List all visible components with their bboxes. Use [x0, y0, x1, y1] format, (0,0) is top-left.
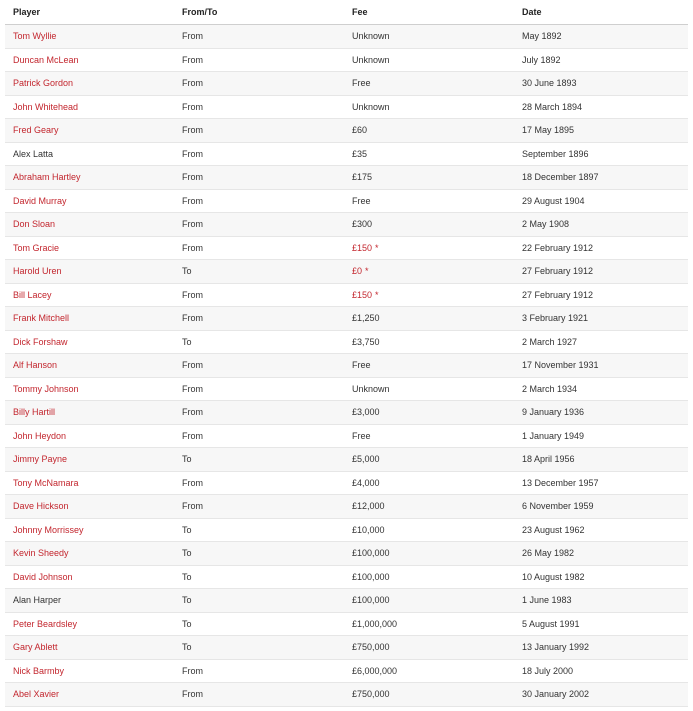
direction-cell: To [174, 330, 344, 354]
player-link[interactable]: Bill Lacey [13, 289, 52, 300]
player-cell [5, 471, 174, 495]
player-cell [5, 565, 174, 589]
date-cell: 17 May 1895 [514, 119, 688, 143]
fee-cell [344, 48, 514, 72]
player-cell [5, 612, 174, 636]
date-cell: 2 March 1927 [514, 330, 688, 354]
player-cell [5, 589, 174, 613]
fee-value: £4,000 [352, 477, 380, 488]
table-row [5, 213, 688, 237]
fee-cell [344, 95, 514, 119]
table-row [5, 471, 688, 495]
direction-cell: To [174, 636, 344, 660]
direction-cell: From [174, 119, 344, 143]
player-cell [5, 354, 174, 378]
fee-cell [344, 565, 514, 589]
transfers-table [5, 0, 688, 707]
column-header-from-to[interactable]: From/To [174, 0, 344, 25]
direction-cell: From [174, 213, 344, 237]
player-cell [5, 260, 174, 284]
date-cell: 18 April 1956 [514, 448, 688, 472]
direction-cell: To [174, 612, 344, 636]
player-link[interactable]: Dave Hickson [13, 501, 69, 512]
date-cell: 28 March 1894 [514, 95, 688, 119]
table-header [5, 0, 688, 25]
direction-cell: From [174, 95, 344, 119]
player-link[interactable]: Gary Ablett [13, 642, 58, 653]
player-link[interactable]: Tom Wyllie [13, 31, 57, 42]
fee-cell [344, 142, 514, 166]
direction-cell: From [174, 424, 344, 448]
direction-cell: From [174, 377, 344, 401]
date-cell: 10 August 1982 [514, 565, 688, 589]
fee-value: Free [352, 195, 371, 206]
player-link[interactable]: Peter Beardsley [13, 618, 78, 629]
player-cell [5, 518, 174, 542]
fee-cell [344, 236, 514, 260]
direction-cell: From [174, 471, 344, 495]
fee-value: Unknown [352, 54, 390, 65]
table-row [5, 142, 688, 166]
direction-cell: From [174, 283, 344, 307]
fee-value: £6,000,000 [352, 665, 398, 676]
table-row [5, 119, 688, 143]
player-link[interactable]: Don Sloan [13, 219, 56, 230]
date-cell: 2 May 1908 [514, 213, 688, 237]
column-header-player[interactable]: Player [5, 0, 174, 25]
fee-value: £5,000 [352, 454, 380, 465]
date-cell: 30 January 2002 [514, 683, 688, 707]
date-cell: 6 November 1959 [514, 495, 688, 519]
table-body [5, 25, 688, 707]
fee-cell [344, 307, 514, 331]
fee-value: £3,000 [352, 407, 380, 418]
player-cell [5, 236, 174, 260]
direction-cell: From [174, 72, 344, 96]
fee-value: £100,000 [352, 548, 390, 559]
fee-cell [344, 448, 514, 472]
direction-cell: To [174, 448, 344, 472]
date-cell: 5 August 1991 [514, 612, 688, 636]
fee-cell [344, 589, 514, 613]
column-header-fee[interactable]: Fee [344, 0, 514, 25]
direction-cell: From [174, 683, 344, 707]
table-row [5, 495, 688, 519]
table-row [5, 424, 688, 448]
player-cell [5, 119, 174, 143]
date-cell: 3 February 1921 [514, 307, 688, 331]
table-row [5, 542, 688, 566]
fee-value: £750,000 [352, 642, 390, 653]
date-cell: 23 August 1962 [514, 518, 688, 542]
date-cell: 2 March 1934 [514, 377, 688, 401]
table-row [5, 589, 688, 613]
direction-cell: To [174, 542, 344, 566]
date-cell: 27 February 1912 [514, 260, 688, 284]
table-row [5, 636, 688, 660]
player-cell [5, 72, 174, 96]
fee-cell [344, 424, 514, 448]
player-name: Alan Harper [13, 595, 62, 606]
player-link[interactable]: Patrick Gordon [13, 78, 74, 89]
direction-cell: From [174, 48, 344, 72]
player-cell [5, 330, 174, 354]
table-row [5, 683, 688, 707]
date-cell: May 1892 [514, 25, 688, 49]
date-cell: 18 December 1897 [514, 166, 688, 190]
date-cell: 1 June 1983 [514, 589, 688, 613]
direction-cell: From [174, 401, 344, 425]
fee-cell [344, 377, 514, 401]
player-link[interactable]: David Johnson [13, 571, 73, 582]
fee-cell [344, 283, 514, 307]
player-link[interactable]: Tom Gracie [13, 242, 60, 253]
fee-cell [344, 25, 514, 49]
table-row [5, 659, 688, 683]
direction-cell: From [174, 142, 344, 166]
fee-value: Free [352, 78, 371, 89]
fee-cell [344, 213, 514, 237]
player-cell [5, 95, 174, 119]
date-cell: 1 January 1949 [514, 424, 688, 448]
fee-cell [344, 495, 514, 519]
player-link[interactable]: Duncan McLean [13, 54, 79, 65]
fee-cell [344, 260, 514, 284]
direction-cell: To [174, 260, 344, 284]
table-row [5, 95, 688, 119]
date-cell: 18 July 2000 [514, 659, 688, 683]
direction-cell: To [174, 565, 344, 589]
date-cell: 13 January 1992 [514, 636, 688, 660]
fee-cell [344, 683, 514, 707]
player-link[interactable]: Johnny Morrissey [13, 524, 84, 535]
player-cell [5, 636, 174, 660]
fee-cell [344, 542, 514, 566]
table-row [5, 354, 688, 378]
player-cell [5, 142, 174, 166]
player-cell [5, 424, 174, 448]
player-cell [5, 659, 174, 683]
player-cell [5, 683, 174, 707]
fee-cell [344, 166, 514, 190]
fee-value: £1,000,000 [352, 618, 398, 629]
date-cell: 27 February 1912 [514, 283, 688, 307]
player-link[interactable]: Kevin Sheedy [13, 548, 69, 559]
fee-link[interactable]: £150 [352, 242, 373, 253]
date-cell: 17 November 1931 [514, 354, 688, 378]
player-link[interactable]: Dick Forshaw [13, 336, 68, 347]
player-cell [5, 189, 174, 213]
fee-value: Unknown [352, 31, 390, 42]
direction-cell: From [174, 189, 344, 213]
fee-value: £175 [352, 172, 373, 183]
column-header-date[interactable]: Date [514, 0, 688, 25]
direction-cell: From [174, 659, 344, 683]
direction-cell: From [174, 166, 344, 190]
player-cell [5, 213, 174, 237]
player-link[interactable]: Jimmy Payne [13, 454, 68, 465]
player-cell [5, 283, 174, 307]
fee-value: £12,000 [352, 501, 385, 512]
table-row [5, 307, 688, 331]
fee-value: Unknown [352, 383, 390, 394]
date-cell: July 1892 [514, 48, 688, 72]
player-link[interactable]: Nick Barmby [13, 665, 65, 676]
table-row [5, 377, 688, 401]
fee-value: £35 [352, 148, 368, 159]
player-link[interactable]: John Heydon [13, 430, 67, 441]
fee-cell [344, 518, 514, 542]
table-row [5, 25, 688, 49]
table-row [5, 260, 688, 284]
table-row [5, 48, 688, 72]
table-row [5, 401, 688, 425]
direction-cell: To [174, 589, 344, 613]
fee-cell [344, 471, 514, 495]
fee-cell [344, 119, 514, 143]
player-link[interactable]: Frank Mitchell [13, 313, 70, 324]
fee-cell [344, 612, 514, 636]
table-row [5, 330, 688, 354]
player-cell [5, 542, 174, 566]
fee-value: £10,000 [352, 524, 385, 535]
table-row [5, 565, 688, 589]
player-link[interactable]: Tony McNamara [13, 477, 79, 488]
table-row [5, 189, 688, 213]
date-cell: September 1896 [514, 142, 688, 166]
direction-cell: From [174, 307, 344, 331]
player-link[interactable]: Abraham Hartley [13, 172, 81, 183]
player-cell [5, 307, 174, 331]
date-cell: 13 December 1957 [514, 471, 688, 495]
table-row [5, 72, 688, 96]
fee-cell [344, 659, 514, 683]
date-cell: 9 January 1936 [514, 401, 688, 425]
direction-cell: From [174, 354, 344, 378]
fee-value: £60 [352, 125, 368, 136]
player-link[interactable]: David Murray [13, 195, 67, 206]
transfers-table-container [5, 0, 688, 707]
fee-cell [344, 354, 514, 378]
fee-footnote-marker[interactable]: * [365, 266, 369, 277]
table-row [5, 166, 688, 190]
player-link[interactable]: Alf Hanson [13, 360, 58, 371]
table-row [5, 236, 688, 260]
fee-value: £300 [352, 219, 373, 230]
player-name: Alex Latta [13, 148, 54, 159]
fee-value: £100,000 [352, 571, 390, 582]
fee-cell [344, 72, 514, 96]
player-link[interactable]: Abel Xavier [13, 689, 60, 700]
direction-cell: From [174, 25, 344, 49]
direction-cell: From [174, 495, 344, 519]
player-cell [5, 48, 174, 72]
fee-footnote-marker[interactable]: * [375, 289, 379, 300]
player-cell [5, 25, 174, 49]
player-cell [5, 401, 174, 425]
date-cell: 29 August 1904 [514, 189, 688, 213]
fee-cell [344, 189, 514, 213]
fee-cell [344, 636, 514, 660]
fee-footnote-marker[interactable]: * [375, 242, 379, 253]
fee-value: £750,000 [352, 689, 390, 700]
fee-value: Free [352, 360, 371, 371]
player-link[interactable]: Tommy Johnson [13, 383, 79, 394]
table-row [5, 612, 688, 636]
player-link[interactable]: Harold Uren [13, 266, 62, 277]
date-cell: 22 February 1912 [514, 236, 688, 260]
header-row [5, 0, 688, 25]
table-row [5, 448, 688, 472]
fee-value: £100,000 [352, 595, 390, 606]
player-cell [5, 495, 174, 519]
fee-value: Unknown [352, 101, 390, 112]
fee-link[interactable]: £0 [352, 266, 363, 277]
player-link[interactable]: Billy Hartill [13, 407, 56, 418]
player-link[interactable]: Fred Geary [13, 125, 59, 136]
table-row [5, 283, 688, 307]
fee-value: £1,250 [352, 313, 380, 324]
fee-cell [344, 401, 514, 425]
player-cell [5, 377, 174, 401]
direction-cell: To [174, 518, 344, 542]
direction-cell: From [174, 236, 344, 260]
fee-cell [344, 330, 514, 354]
date-cell: 30 June 1893 [514, 72, 688, 96]
player-link[interactable]: John Whitehead [13, 101, 79, 112]
fee-value: £3,750 [352, 336, 380, 347]
table-row [5, 518, 688, 542]
player-cell [5, 448, 174, 472]
fee-link[interactable]: £150 [352, 289, 373, 300]
player-cell [5, 166, 174, 190]
fee-value: Free [352, 430, 371, 441]
date-cell: 26 May 1982 [514, 542, 688, 566]
